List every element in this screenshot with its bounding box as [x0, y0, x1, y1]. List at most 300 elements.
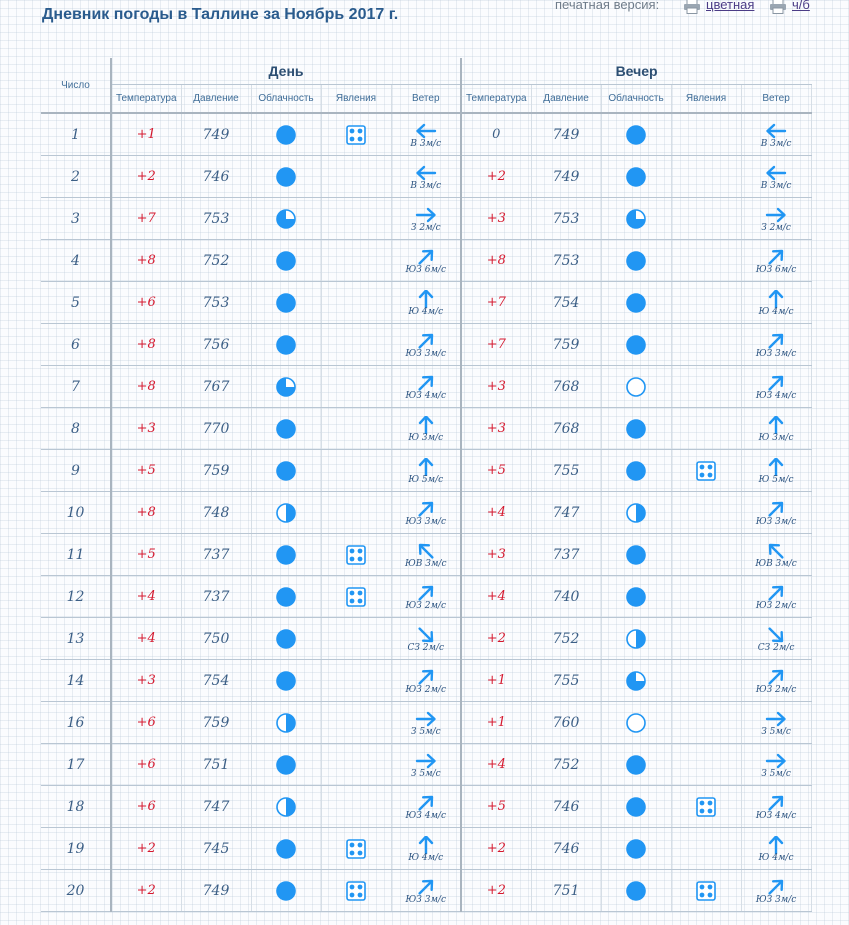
day-wind-cell: [391, 576, 461, 618]
day-cloudiness-cell: [251, 198, 321, 240]
wind-north-east-arrow-icon: [392, 248, 461, 266]
date-cell: 18: [41, 786, 111, 828]
wind-text: Ю 3м/с: [408, 432, 444, 443]
column-header-evening-temperature: Температура: [461, 85, 531, 114]
evening-wind-cell: [741, 450, 811, 492]
table-row: [41, 492, 811, 534]
evening-pressure-cell: 746: [531, 786, 601, 828]
day-cloudiness-cell: [251, 660, 321, 702]
column-header-day-temperature: Температура: [111, 85, 181, 114]
group-header-day: День: [111, 58, 461, 85]
wind-text: ЮЗ 6м/с: [405, 264, 447, 275]
day-pressure-cell: 749: [181, 113, 251, 156]
day-wind-cell: [391, 660, 461, 702]
table-row: [41, 828, 811, 870]
wind-east-arrow-icon: [392, 752, 461, 770]
half-cloudy-icon: [252, 713, 321, 733]
evening-wind-cell: [741, 618, 811, 660]
overcast-icon: [252, 335, 321, 355]
day-wind-cell: [391, 156, 461, 198]
wind-text: В 3м/с: [760, 180, 792, 191]
day-cloudiness-cell: [251, 156, 321, 198]
day-wind-cell: [391, 492, 461, 534]
table-row: [41, 408, 811, 450]
day-cloudiness-cell: [251, 282, 321, 324]
date-cell: 14: [41, 660, 111, 702]
evening-cloudiness-cell: [601, 618, 671, 660]
day-phenomena-cell: [321, 198, 391, 240]
evening-phenomena-cell: [671, 450, 741, 492]
date-cell: 12: [41, 576, 111, 618]
table-row: [41, 324, 811, 366]
overcast-icon: [602, 125, 671, 145]
wind-east-arrow-icon: [742, 206, 811, 224]
date-cell: 2: [41, 156, 111, 198]
day-wind-cell: [391, 113, 461, 156]
evening-wind-cell: [741, 534, 811, 576]
day-phenomena-cell: [321, 618, 391, 660]
day-phenomena-cell: [321, 660, 391, 702]
day-wind-cell: [391, 618, 461, 660]
wind-north-east-arrow-icon: [742, 374, 811, 392]
table-row: [41, 450, 811, 492]
day-temperature-cell: +2: [111, 828, 181, 870]
evening-cloudiness-cell: [601, 870, 671, 912]
day-cloudiness-cell: [251, 576, 321, 618]
day-pressure-cell: 745: [181, 828, 251, 870]
day-temperature-cell: +8: [111, 240, 181, 282]
day-temperature-cell: +6: [111, 744, 181, 786]
table-row: [41, 156, 811, 198]
wind-north-east-arrow-icon: [742, 794, 811, 812]
evening-wind-cell: [741, 240, 811, 282]
overcast-icon: [252, 251, 321, 271]
overcast-icon: [602, 335, 671, 355]
wind-text: ЮЗ 2м/с: [405, 600, 447, 611]
evening-temperature-cell: +2: [461, 828, 531, 870]
day-wind-cell: [391, 324, 461, 366]
evening-phenomena-cell: [671, 282, 741, 324]
evening-temperature-cell: +2: [461, 618, 531, 660]
date-cell: 17: [41, 744, 111, 786]
day-pressure-cell: 737: [181, 534, 251, 576]
day-pressure-cell: 759: [181, 702, 251, 744]
wind-north-west-arrow-icon: [392, 542, 461, 560]
snow-icon: [672, 461, 741, 481]
evening-wind-cell: [741, 282, 811, 324]
table-row: [41, 744, 811, 786]
evening-phenomena-cell: [671, 786, 741, 828]
evening-wind-cell: [741, 324, 811, 366]
evening-wind-cell: [741, 492, 811, 534]
overcast-icon: [602, 587, 671, 607]
evening-cloudiness-cell: [601, 408, 671, 450]
day-pressure-cell: 751: [181, 744, 251, 786]
date-cell: 5: [41, 282, 111, 324]
day-phenomena-cell: [321, 576, 391, 618]
wind-text: З 5м/с: [761, 726, 791, 737]
day-temperature-cell: +6: [111, 282, 181, 324]
partly-cloudy-icon: [252, 209, 321, 229]
evening-phenomena-cell: [671, 492, 741, 534]
partly-cloudy-icon: [252, 377, 321, 397]
wind-east-arrow-icon: [742, 752, 811, 770]
day-pressure-cell: 753: [181, 198, 251, 240]
day-phenomena-cell: [321, 324, 391, 366]
day-pressure-cell: 737: [181, 576, 251, 618]
day-phenomena-cell: [321, 408, 391, 450]
day-phenomena-cell: [321, 786, 391, 828]
snow-icon: [322, 839, 391, 859]
evening-cloudiness-cell: [601, 534, 671, 576]
half-cloudy-icon: [252, 503, 321, 523]
evening-pressure-cell: 755: [531, 450, 601, 492]
evening-pressure-cell: 754: [531, 282, 601, 324]
day-phenomena-cell: [321, 870, 391, 912]
day-phenomena-cell: [321, 156, 391, 198]
date-cell: 10: [41, 492, 111, 534]
day-phenomena-cell: [321, 492, 391, 534]
wind-north-east-arrow-icon: [392, 668, 461, 686]
wind-text: ЮЗ 3м/с: [755, 348, 797, 359]
day-wind-cell: [391, 366, 461, 408]
day-wind-cell: [391, 198, 461, 240]
wind-east-arrow-icon: [742, 710, 811, 728]
wind-north-east-arrow-icon: [742, 500, 811, 518]
overcast-icon: [252, 461, 321, 481]
snow-icon: [322, 881, 391, 901]
table-row: [41, 113, 811, 156]
evening-temperature-cell: +8: [461, 240, 531, 282]
wind-west-arrow-icon: [392, 164, 461, 182]
evening-pressure-cell: 768: [531, 366, 601, 408]
wind-text: З 5м/с: [410, 768, 441, 779]
wind-text: Ю 3м/с: [758, 432, 794, 443]
evening-cloudiness-cell: [601, 324, 671, 366]
evening-cloudiness-cell: [601, 282, 671, 324]
wind-west-arrow-icon: [742, 122, 811, 140]
evening-pressure-cell: 740: [531, 576, 601, 618]
day-temperature-cell: +2: [111, 870, 181, 912]
day-cloudiness-cell: [251, 113, 321, 156]
snow-icon: [322, 587, 391, 607]
overcast-icon: [602, 419, 671, 439]
overcast-icon: [602, 839, 671, 859]
day-phenomena-cell: [321, 113, 391, 156]
evening-pressure-cell: 746: [531, 828, 601, 870]
day-wind-cell: [391, 828, 461, 870]
wind-north-east-arrow-icon: [392, 500, 461, 518]
evening-wind-cell: [741, 156, 811, 198]
evening-pressure-cell: 753: [531, 198, 601, 240]
wind-north-arrow-icon: [742, 836, 811, 854]
evening-temperature-cell: +2: [461, 156, 531, 198]
day-phenomena-cell: [321, 366, 391, 408]
day-phenomena-cell: [321, 450, 391, 492]
evening-phenomena-cell: [671, 618, 741, 660]
wind-south-east-arrow-icon: [392, 626, 461, 644]
evening-temperature-cell: +5: [461, 450, 531, 492]
date-cell: 13: [41, 618, 111, 660]
evening-wind-cell: [741, 113, 811, 156]
page-title: Дневник погоды в Таллине за Ноябрь 2017 г.: [42, 6, 399, 23]
day-wind-cell: [391, 744, 461, 786]
day-pressure-cell: 770: [181, 408, 251, 450]
clear-sky-icon: [602, 377, 671, 397]
overcast-icon: [602, 755, 671, 775]
half-cloudy-icon: [602, 503, 671, 523]
group-header-evening: Вечер: [461, 58, 811, 85]
wind-north-arrow-icon: [742, 416, 811, 434]
evening-cloudiness-cell: [601, 240, 671, 282]
day-temperature-cell: +7: [111, 198, 181, 240]
day-pressure-cell: 756: [181, 324, 251, 366]
date-cell: 11: [41, 534, 111, 576]
evening-wind-cell: [741, 366, 811, 408]
wind-text: ЮЗ 3м/с: [755, 894, 797, 905]
day-phenomena-cell: [321, 744, 391, 786]
overcast-icon: [602, 881, 671, 901]
wind-south-east-arrow-icon: [742, 626, 811, 644]
wind-text: Ю 5м/с: [758, 474, 794, 485]
evening-phenomena-cell: [671, 702, 741, 744]
day-cloudiness-cell: [251, 744, 321, 786]
wind-text: СЗ 2м/с: [407, 642, 445, 653]
evening-phenomena-cell: [671, 828, 741, 870]
day-pressure-cell: 749: [181, 870, 251, 912]
snow-icon: [322, 545, 391, 565]
day-pressure-cell: 759: [181, 450, 251, 492]
day-wind-cell: [391, 282, 461, 324]
table-row: [41, 702, 811, 744]
evening-cloudiness-cell: [601, 156, 671, 198]
table-row: [41, 618, 811, 660]
wind-text: ЮЗ 3м/с: [405, 516, 447, 527]
evening-cloudiness-cell: [601, 113, 671, 156]
date-cell: 1: [41, 113, 111, 156]
day-cloudiness-cell: [251, 366, 321, 408]
wind-text: ЮЗ 2м/с: [755, 600, 797, 611]
wind-text: ЮЗ 4м/с: [405, 390, 447, 401]
wind-text: Ю 4м/с: [758, 852, 794, 863]
evening-temperature-cell: +4: [461, 744, 531, 786]
day-temperature-cell: +4: [111, 618, 181, 660]
date-cell: 19: [41, 828, 111, 870]
day-phenomena-cell: [321, 702, 391, 744]
wind-east-arrow-icon: [392, 206, 461, 224]
column-header-evening-cloudiness: Облачность: [601, 85, 671, 114]
evening-pressure-cell: 768: [531, 408, 601, 450]
day-cloudiness-cell: [251, 240, 321, 282]
wind-text: ЮЗ 2м/с: [755, 684, 797, 695]
evening-wind-cell: [741, 660, 811, 702]
evening-pressure-cell: 749: [531, 156, 601, 198]
wind-north-east-arrow-icon: [392, 332, 461, 350]
wind-text: ЮЗ 4м/с: [755, 390, 797, 401]
day-pressure-cell: 754: [181, 660, 251, 702]
day-temperature-cell: +4: [111, 576, 181, 618]
overcast-icon: [252, 293, 321, 313]
wind-west-arrow-icon: [742, 164, 811, 182]
evening-phenomena-cell: [671, 534, 741, 576]
evening-wind-cell: [741, 786, 811, 828]
evening-phenomena-cell: [671, 156, 741, 198]
wind-text: ЮЗ 4м/с: [755, 810, 797, 821]
evening-temperature-cell: +3: [461, 198, 531, 240]
wind-north-arrow-icon: [392, 458, 461, 476]
wind-text: ЮЗ 4м/с: [405, 810, 447, 821]
table-row: [41, 366, 811, 408]
evening-phenomena-cell: [671, 198, 741, 240]
half-cloudy-icon: [252, 797, 321, 817]
evening-phenomena-cell: [671, 744, 741, 786]
wind-text: СЗ 2м/с: [757, 642, 795, 653]
column-header-number: Число: [41, 58, 111, 113]
day-cloudiness-cell: [251, 786, 321, 828]
evening-pressure-cell: 759: [531, 324, 601, 366]
evening-pressure-cell: 747: [531, 492, 601, 534]
date-cell: 7: [41, 366, 111, 408]
wind-text: Ю 4м/с: [408, 852, 444, 863]
evening-phenomena-cell: [671, 660, 741, 702]
day-temperature-cell: +8: [111, 324, 181, 366]
evening-cloudiness-cell: [601, 198, 671, 240]
overcast-icon: [602, 167, 671, 187]
evening-phenomena-cell: [671, 240, 741, 282]
wind-text: ЮЗ 3м/с: [405, 894, 447, 905]
wind-north-east-arrow-icon: [392, 374, 461, 392]
evening-pressure-cell: 755: [531, 660, 601, 702]
overcast-icon: [252, 671, 321, 691]
wind-text: В 3м/с: [410, 138, 442, 149]
partly-cloudy-icon: [602, 209, 671, 229]
printer-icon[interactable]: [683, 0, 701, 14]
column-header-evening-phenomena: Явления: [671, 85, 741, 114]
day-pressure-cell: 748: [181, 492, 251, 534]
evening-pressure-cell: 737: [531, 534, 601, 576]
day-temperature-cell: +1: [111, 113, 181, 156]
evening-pressure-cell: 752: [531, 744, 601, 786]
day-temperature-cell: +6: [111, 702, 181, 744]
evening-phenomena-cell: [671, 113, 741, 156]
overcast-icon: [602, 545, 671, 565]
overcast-icon: [602, 461, 671, 481]
print-color-link[interactable]: цветная: [706, 0, 755, 12]
wind-text: Ю 5м/с: [408, 474, 444, 485]
evening-wind-cell: [741, 744, 811, 786]
evening-cloudiness-cell: [601, 492, 671, 534]
day-cloudiness-cell: [251, 534, 321, 576]
day-pressure-cell: 750: [181, 618, 251, 660]
wind-text: З 5м/с: [410, 726, 441, 737]
day-temperature-cell: +3: [111, 408, 181, 450]
evening-cloudiness-cell: [601, 366, 671, 408]
overcast-icon: [252, 881, 321, 901]
day-pressure-cell: 767: [181, 366, 251, 408]
evening-cloudiness-cell: [601, 702, 671, 744]
date-cell: 3: [41, 198, 111, 240]
evening-cloudiness-cell: [601, 828, 671, 870]
day-temperature-cell: +3: [111, 660, 181, 702]
evening-cloudiness-cell: [601, 450, 671, 492]
overcast-icon: [602, 797, 671, 817]
evening-temperature-cell: +1: [461, 702, 531, 744]
day-cloudiness-cell: [251, 870, 321, 912]
evening-temperature-cell: +1: [461, 660, 531, 702]
evening-temperature-cell: +4: [461, 492, 531, 534]
overcast-icon: [252, 167, 321, 187]
evening-wind-cell: [741, 828, 811, 870]
print-bw-link[interactable]: ч/б: [792, 0, 810, 12]
column-header-day-pressure: Давление: [181, 85, 251, 114]
half-cloudy-icon: [602, 629, 671, 649]
day-phenomena-cell: [321, 240, 391, 282]
overcast-icon: [252, 629, 321, 649]
table-row: [41, 240, 811, 282]
table-row: [41, 534, 811, 576]
wind-text: ЮЗ 3м/с: [405, 348, 447, 359]
wind-text: ЮЗ 6м/с: [755, 264, 797, 275]
table-row: [41, 870, 811, 912]
day-wind-cell: [391, 408, 461, 450]
day-wind-cell: [391, 534, 461, 576]
table-row: [41, 786, 811, 828]
day-phenomena-cell: [321, 282, 391, 324]
overcast-icon: [252, 419, 321, 439]
wind-text: В 3м/с: [760, 138, 792, 149]
day-cloudiness-cell: [251, 408, 321, 450]
column-header-evening-wind: Ветер: [741, 85, 811, 114]
wind-north-arrow-icon: [742, 290, 811, 308]
evening-pressure-cell: 752: [531, 618, 601, 660]
wind-text: З 2м/с: [761, 222, 791, 233]
day-pressure-cell: 752: [181, 240, 251, 282]
day-wind-cell: [391, 702, 461, 744]
overcast-icon: [252, 839, 321, 859]
overcast-icon: [252, 755, 321, 775]
evening-cloudiness-cell: [601, 786, 671, 828]
overcast-icon: [252, 545, 321, 565]
wind-north-east-arrow-icon: [742, 248, 811, 266]
evening-pressure-cell: 753: [531, 240, 601, 282]
day-cloudiness-cell: [251, 492, 321, 534]
day-cloudiness-cell: [251, 324, 321, 366]
date-cell: 4: [41, 240, 111, 282]
wind-north-east-arrow-icon: [392, 794, 461, 812]
table-row: [41, 660, 811, 702]
evening-temperature-cell: +3: [461, 534, 531, 576]
printer-bw-icon[interactable]: [769, 0, 787, 14]
evening-phenomena-cell: [671, 366, 741, 408]
evening-pressure-cell: 760: [531, 702, 601, 744]
day-cloudiness-cell: [251, 618, 321, 660]
evening-pressure-cell: 751: [531, 870, 601, 912]
wind-north-arrow-icon: [392, 416, 461, 434]
wind-text: З 2м/с: [410, 222, 441, 233]
wind-text: ЮВ 3м/с: [405, 558, 447, 569]
overcast-icon: [252, 587, 321, 607]
evening-wind-cell: [741, 198, 811, 240]
partly-cloudy-icon: [602, 671, 671, 691]
date-cell: 16: [41, 702, 111, 744]
wind-north-east-arrow-icon: [392, 878, 461, 896]
table-body: [41, 113, 811, 912]
evening-temperature-cell: +2: [461, 870, 531, 912]
day-temperature-cell: +8: [111, 366, 181, 408]
evening-temperature-cell: +5: [461, 786, 531, 828]
wind-text: ЮЗ 2м/с: [405, 684, 447, 695]
overcast-icon: [602, 293, 671, 313]
